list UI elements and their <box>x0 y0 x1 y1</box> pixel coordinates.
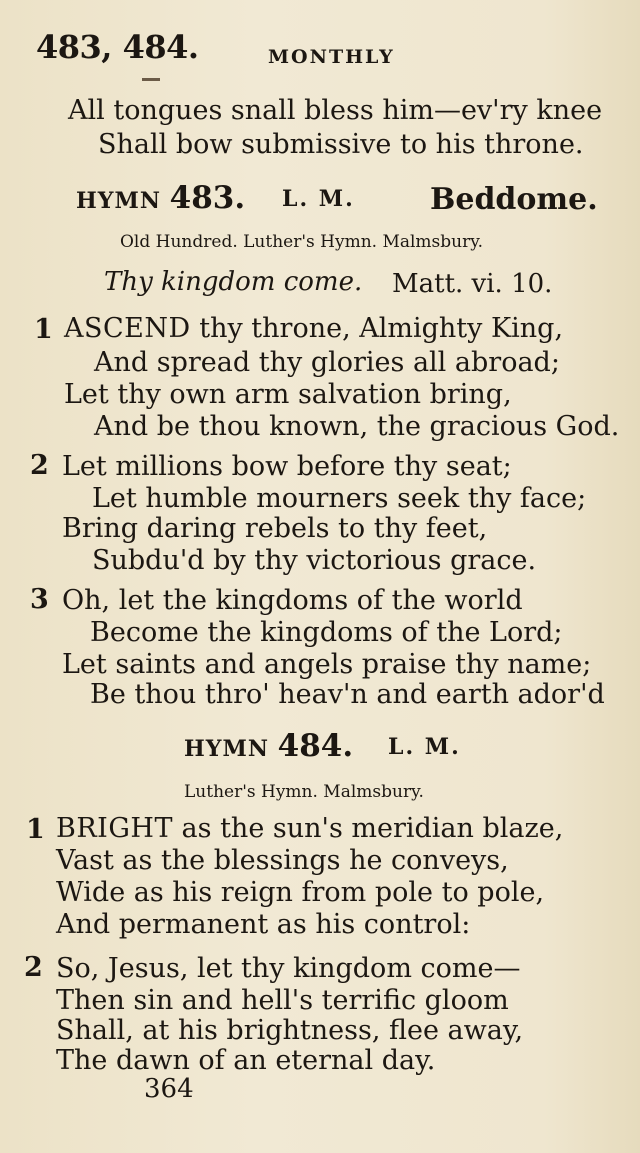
continuation-line: Shall bow submissive to his throne. <box>98 129 584 160</box>
running-head: MONTHLY <box>268 46 395 68</box>
verse-number: 2 <box>30 450 49 481</box>
verse-line: And be thou known, the gracious God. <box>94 411 620 442</box>
hymn-label: HYMN <box>76 188 161 214</box>
verse-line: Subdu'd by thy victorious grace. <box>92 545 537 576</box>
hymn-label: HYMN <box>184 736 269 762</box>
footer-page-number: 364 <box>144 1074 194 1104</box>
verse-number: 1 <box>34 314 53 345</box>
verse-initial-word: ASCEND <box>64 313 191 344</box>
continuation-line: All tongues snall bless him—ev'ry knee <box>68 95 603 126</box>
hymn-number: 484. <box>277 728 354 764</box>
hymn-483-heading <box>76 180 245 216</box>
hymn-483-scripture: Matt. vi. 10. <box>392 269 553 299</box>
verse-line: Be thou thro' heav'n and earth ador'd <box>90 679 605 710</box>
hymn-484-heading <box>184 728 353 764</box>
verse-number: 3 <box>30 584 49 615</box>
text-title: Thy kingdom come. <box>104 267 363 297</box>
verse-line: Become the kingdoms of the Lord; <box>90 617 563 648</box>
verse-number: 2 <box>24 952 43 983</box>
verse-line: Let saints and angels praise thy name; <box>62 649 592 680</box>
verse-number: 1 <box>26 814 45 845</box>
verse-line: Shall, at his brightness, flee away, <box>56 1015 524 1046</box>
hymn-number: 483. <box>169 180 246 216</box>
verse-line: And spread thy glories all abroad; <box>94 347 560 378</box>
verse-line: So, Jesus, let thy kingdom come— <box>56 953 521 984</box>
verse-line <box>56 814 563 844</box>
verse-line: Bring daring rebels to thy feet, <box>62 513 488 544</box>
verse-initial-word: BRIGHT <box>56 813 173 844</box>
verse-line: Vast as the blessings he conveys, <box>56 845 509 876</box>
verse-line: Let humble mourners seek thy face; <box>92 483 587 514</box>
ink-mark <box>142 78 160 81</box>
verse-line: And permanent as his control: <box>56 909 471 940</box>
hymn-484-meter: L. M. <box>388 734 461 760</box>
hymn-483-author: Beddome. <box>430 182 598 217</box>
verse-line-rest: as the sun's meridian blaze, <box>172 813 564 844</box>
hymn-483-text-title <box>104 267 362 297</box>
verse-line: Then sin and hell's terrific gloom <box>56 985 509 1016</box>
verse-line <box>64 314 563 344</box>
verse-line: Wide as his reign from pole to pole, <box>56 877 545 908</box>
hymn-483-meter: L. M. <box>282 186 355 212</box>
page-numbers: 483, 484. <box>36 28 199 66</box>
hymn-483-tunes: Old Hundred. Luther's Hymn. Malmsbury. <box>120 232 483 252</box>
verse-line: Let millions bow before thy seat; <box>62 451 512 482</box>
verse-line: The dawn of an eternal day. <box>56 1045 436 1076</box>
verse-line: Oh, let the kingdoms of the world <box>62 585 523 616</box>
hymn-484-tunes: Luther's Hymn. Malmsbury. <box>184 782 424 802</box>
verse-line-rest: thy throne, Almighty King, <box>190 313 564 344</box>
verse-line: Let thy own arm salvation bring, <box>64 379 512 410</box>
